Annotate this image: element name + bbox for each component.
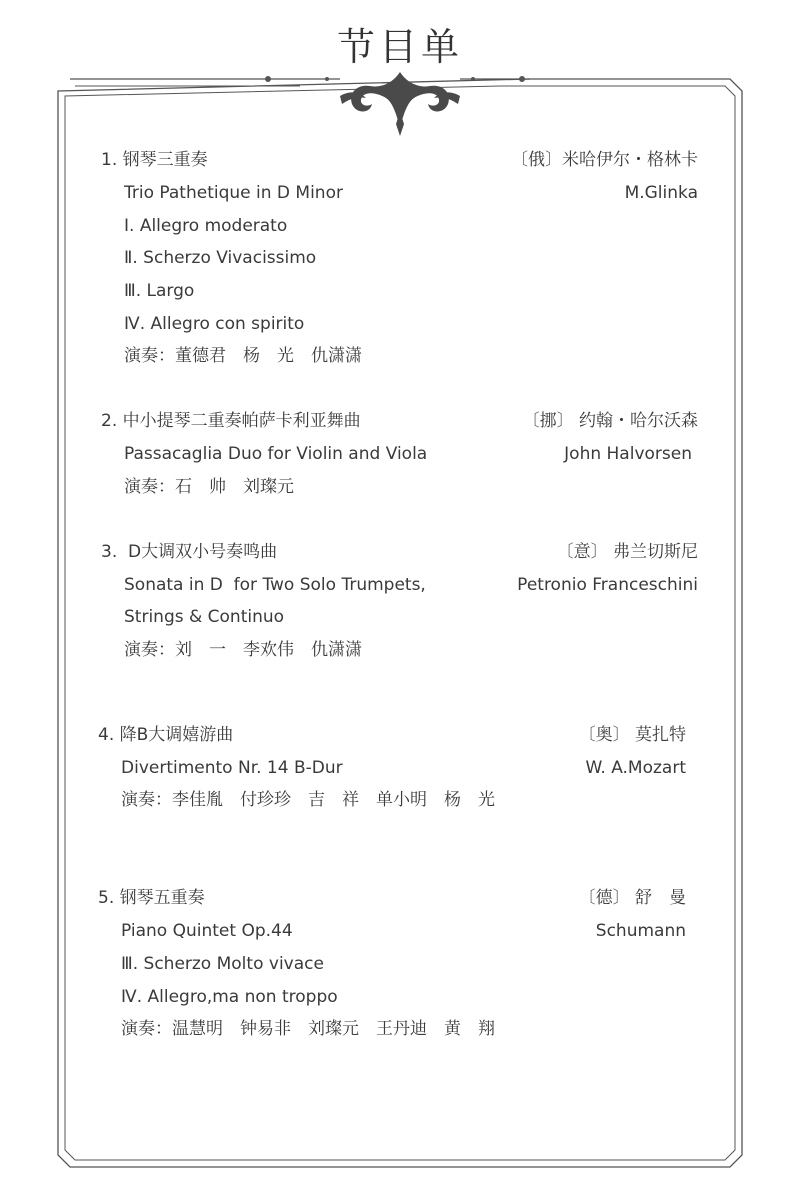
program-5-performers: 演奏：温慧明 钟易非 刘璨元 王丹迪 黄 翔 xyxy=(121,1019,495,1039)
program-1-composer-cn: 〔俄〕米哈伊尔・格林卡 xyxy=(511,150,698,170)
program-3-cn-title: D大调双小号奏鸣曲 xyxy=(122,542,278,562)
program-1-movement-1: Ⅰ. Allegro moderato xyxy=(124,216,288,236)
program-1-number: 1. xyxy=(101,150,118,170)
program-4-title xyxy=(98,724,233,746)
program-3-en-title-line-2: Strings & Continuo xyxy=(124,607,285,627)
page-title: 节目单 xyxy=(336,25,463,69)
program-3-en-title-line-1: Sonata in D for Two Solo Trumpets, xyxy=(124,575,426,595)
program-1-en-title: Trio Pathetique in D Minor xyxy=(124,183,343,203)
program-4-composer-en: W. A.Mozart xyxy=(585,758,686,778)
program-4-cn-title: 降B大调嬉游曲 xyxy=(119,725,234,745)
program-5-en-title: Piano Quintet Op.44 xyxy=(121,921,293,941)
program-2-title xyxy=(101,410,361,432)
program-1-movement-3: Ⅲ. Largo xyxy=(124,281,195,301)
program-4-en-title: Divertimento Nr. 14 B-Dur xyxy=(121,758,343,778)
program-2-number: 2. xyxy=(101,411,118,431)
program-2-composer-en: John Halvorsen xyxy=(564,444,692,464)
program-3-performers: 演奏：刘 一 李欢伟 仇潇潇 xyxy=(124,640,362,660)
program-1-composer-en: M.Glinka xyxy=(624,183,698,203)
program-1-title xyxy=(101,149,208,171)
program-1-movement-2: Ⅱ. Scherzo Vivacissimo xyxy=(124,248,317,268)
program-1-cn-title: 钢琴三重奏 xyxy=(122,150,208,170)
program-5-movement-2: Ⅳ. Allegro,ma non troppo xyxy=(121,987,338,1007)
program-5-cn-title: 钢琴五重奏 xyxy=(119,888,205,908)
program-3-composer-en: Petronio Franceschini xyxy=(517,575,698,595)
program-2-cn-title: 中小提琴二重奏帕萨卡利亚舞曲 xyxy=(122,411,361,431)
program-5-movement-1: Ⅲ. Scherzo Molto vivace xyxy=(121,954,324,974)
program-4-composer-cn: 〔奥〕 莫扎特 xyxy=(578,725,686,745)
program-5-number: 5. xyxy=(98,888,115,908)
program-5-composer-cn: 〔德〕 舒 曼 xyxy=(578,888,686,908)
program-5-title xyxy=(98,887,205,909)
program-3-composer-cn: 〔意〕 弗兰切斯尼 xyxy=(556,542,698,562)
program-3-number: 3. xyxy=(101,542,118,562)
program-1-performers: 演奏：董德君 杨 光 仇潇潇 xyxy=(124,346,362,366)
program-3-title xyxy=(101,541,277,563)
program-4-performers: 演奏：李佳胤 付珍珍 吉 祥 单小明 杨 光 xyxy=(121,790,495,810)
program-2-composer-cn: 〔挪〕 约翰・哈尔沃森 xyxy=(522,411,698,431)
program-4-number: 4. xyxy=(98,725,115,745)
program-2-en-title: Passacaglia Duo for Violin and Viola xyxy=(124,444,428,464)
program-5-composer-en: Schumann xyxy=(595,921,686,941)
program-2-performers: 演奏：石 帅 刘璨元 xyxy=(124,477,294,497)
program-1-movement-4: Ⅳ. Allegro con spirito xyxy=(124,314,305,334)
